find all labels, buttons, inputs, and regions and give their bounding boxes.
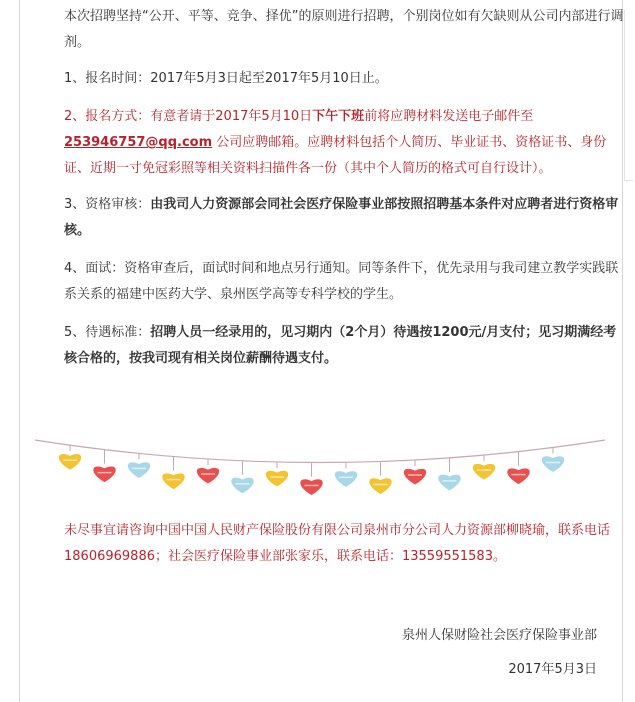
- heart-icon: [93, 466, 116, 483]
- garland-string: [35, 440, 605, 463]
- heart-icon: [438, 474, 461, 491]
- email-link[interactable]: 253946757@qq.com: [64, 135, 213, 150]
- item-registration-method: 2、报名方式：有意者请于2017年5月10日下午下班前将应聘材料发送电子邮件至 253946757@qq.com 公司应聘邮箱。应聘材料包括个人简历、毕业证书、资格证书、身份证、近期一寸免冠彩照等相关资料扫描件各一份（其中个人简历的格式可自行设计）。: [64, 109, 607, 176]
- heart-icon: [300, 479, 323, 496]
- intro-paragraph: 本次招聘坚持“公开、平等、竞争、择优”的原则进行招聘，个别岗位如有欠缺则从公司内部进行调剂。: [64, 9, 624, 50]
- heart-icon: [265, 470, 288, 487]
- contact-paragraph: 未尽事宜请咨询中国中国人民财产保险股份有限公司泉州市分公司人力资源部柳晓瑜，联系电话18606969886；社会医疗保险事业部张家乐，联系电话：13559551583。: [64, 523, 611, 564]
- heart-icon: [58, 454, 81, 471]
- heart-icon: [231, 477, 254, 494]
- heart-icon: [369, 478, 392, 495]
- item-qualification-review: 3、资格审核：由我司人力资源部会同社会医疗保险事业部按照招聘基本条件对应聘者进行资格审核。: [64, 197, 619, 238]
- item-registration-time: 1、报名时间：2017年5月3日起至2017年5月10日止。: [64, 71, 388, 86]
- heart-icon: [127, 462, 150, 479]
- heart-icon: [334, 471, 357, 488]
- left-border: [19, 0, 20, 702]
- heart-icon: [472, 463, 495, 480]
- heart-icon: [196, 467, 219, 484]
- scrollbar-track[interactable]: [624, 10, 633, 181]
- item-salary: 5、待遇标准：招聘人员一经录用的，见习期内（2个月）待遇按1200元/月支付；见习期满经考核合格的，按我司现有相关岗位薪酬待遇支付。: [64, 325, 617, 366]
- item-interview: 4、面试：资格审查后，面试时间和地点另行通知。同等条件下，优先录用与我司建立教学实践联系关系的福建中医药大学、泉州医学高等专科学校的学生。: [64, 261, 619, 302]
- date: 2017年5月3日: [508, 662, 597, 677]
- heart-garland: [30, 430, 610, 500]
- heart-icon: [403, 468, 426, 485]
- heart-icon: [541, 456, 564, 473]
- heart-icon: [162, 473, 185, 490]
- signature: 泉州人保财险社会医疗保险事业部: [401, 628, 597, 643]
- heart-icon: [507, 468, 530, 485]
